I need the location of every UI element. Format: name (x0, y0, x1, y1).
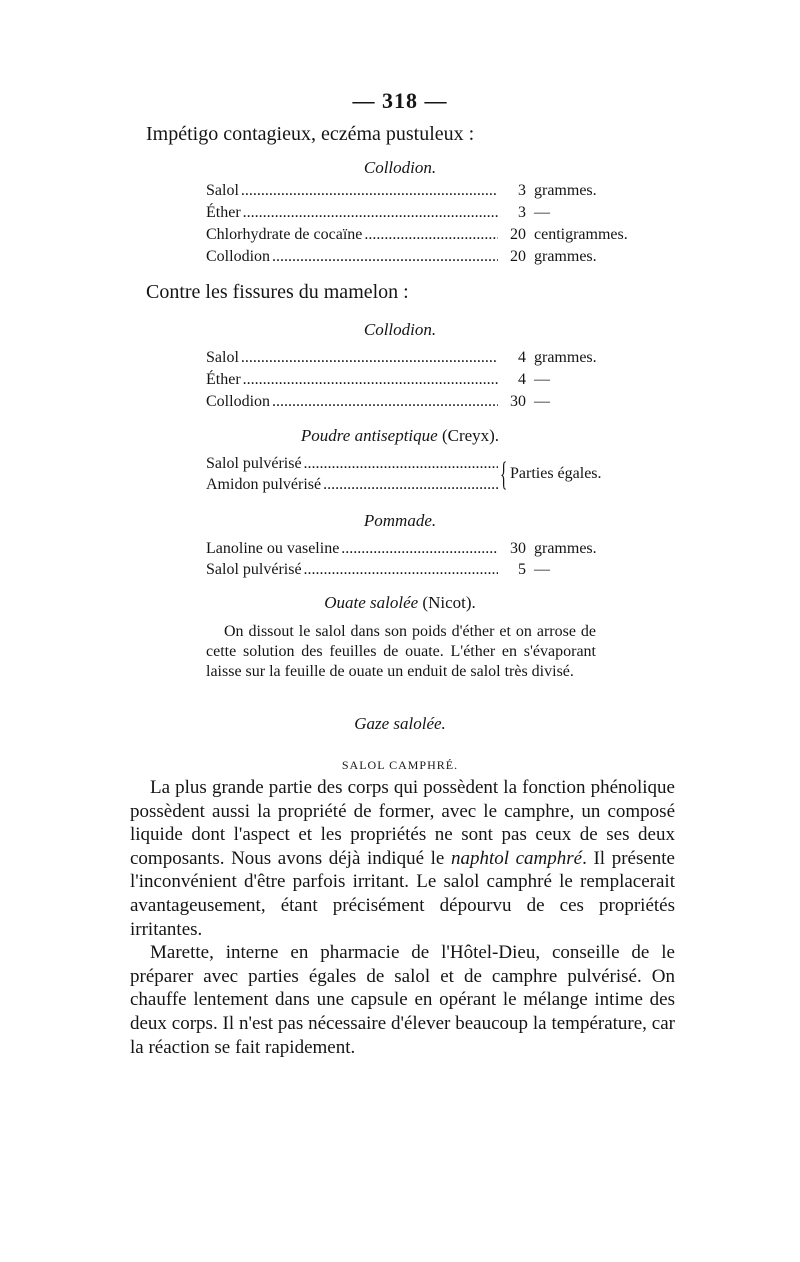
body-text (130, 776, 675, 1059)
ingredient-name: Salol (206, 349, 239, 366)
ingredient-name: Collodion (206, 248, 271, 265)
ingredient-name: Lanoline ou vaseline (206, 540, 340, 557)
fissures-heading: Contre les fissures du mamelon : (146, 281, 409, 303)
paragraph (130, 776, 675, 941)
ingredient-unit: — (534, 561, 550, 578)
poudre-reference: (Creyx). (441, 426, 500, 445)
ingredient-quantity: 30 (510, 393, 526, 410)
ingredient-unit: — (534, 393, 550, 410)
ingredient-name: Salol pulvérisé (206, 561, 302, 578)
ingredient-name: Salol pulvérisé (206, 455, 302, 472)
ouate-subtitle (0, 593, 800, 613)
ingredient-quantity: 4 (518, 349, 526, 366)
poudre-title: Poudre antiseptique (300, 426, 438, 445)
ingredient-name: Éther (206, 204, 241, 221)
ingredient-quantity: 3 (518, 204, 526, 221)
recipe-row (206, 540, 636, 561)
recipe-row (206, 455, 498, 476)
impetigo-heading: Impétigo contagieux, eczéma pustuleux : (146, 123, 475, 145)
ouate-description (206, 622, 596, 682)
ouate-text: On dissout le salol dans son poids d'éther et on arrose de cette solution des feuilles de ouate. L'éther en s'évaporant laisse sur la feuille de ouate un enduit de salol très divisé. (206, 623, 596, 680)
fissures-subtitle: Collodion. (363, 320, 437, 339)
recipe-row (206, 476, 498, 497)
poudre-subtitle (0, 426, 800, 446)
ouate-title: Ouate salolée (324, 593, 419, 612)
ingredient-name: Éther (206, 371, 241, 388)
recipe-row (206, 204, 636, 225)
recipe-row (206, 561, 636, 582)
paragraph-text: La plus grande partie des corps qui possèdent la fonction phénolique possèdent aussi la propriété de former, avec le camphre, un composé liquide dont l'aspect et les propriétés ne sont pas ceux de ses deux composants. Nous avons déjà indiqué le (130, 777, 675, 869)
paragraph-text: . Il présente l'inconvénient d'être parfois irritant. Le salol camphré le remplacerait avantageusement, étant précisément dépourvu de ces propriétés irritantes. (130, 847, 675, 940)
ingredient-name: Amidon pulvérisé (206, 476, 322, 493)
recipe-row (206, 248, 636, 269)
ingredient-unit: grammes. (534, 248, 597, 265)
recipe-row (206, 182, 636, 203)
recipe-row (206, 349, 636, 370)
ingredient-quantity: 20 (510, 248, 526, 265)
ingredient-unit: grammes. (534, 182, 597, 199)
emphasis-text: naphtol camphré (450, 847, 583, 869)
ingredient-name: Salol (206, 182, 239, 199)
ouate-reference: (Nicot). (422, 593, 476, 612)
curly-brace-icon: { (500, 456, 508, 493)
ingredient-quantity: 20 (510, 226, 526, 243)
pommade-subtitle: Pommade. (363, 511, 437, 530)
ingredient-quantity: 5 (518, 561, 526, 578)
ingredient-unit: grammes. (534, 540, 597, 557)
poudre-recipe (206, 455, 636, 497)
gaze-subtitle: Gaze salolée. (354, 714, 446, 733)
recipe-row (206, 371, 636, 392)
ingredient-quantity: 4 (518, 371, 526, 388)
recipe-row (206, 393, 636, 414)
ingredient-quantity: 3 (518, 182, 526, 199)
ingredient-unit: — (534, 204, 550, 221)
paragraph: Marette, interne en pharmacie de l'Hôtel-Dieu, conseille de le préparer avec parties égales de salol et de camphre pulvérisé. On chauffe lentement dans une capsule en opérant le mélange intime des deux corps. Il n'est pas nécessaire d'élever beaucoup la température, car la réaction se fait rapidement. (130, 942, 675, 1058)
brace-label: Parties égales. (510, 465, 602, 482)
ingredient-unit: — (534, 371, 550, 388)
section-title: SALOL CAMPHRÉ. (341, 758, 459, 772)
ingredient-name: Chlorhydrate de cocaïne (206, 226, 363, 243)
ingredient-quantity: 30 (510, 540, 526, 557)
ingredient-unit: centigrammes. (534, 226, 628, 243)
impetigo-subtitle: Collodion. (363, 158, 437, 177)
page-number: — 318 — (352, 88, 448, 113)
recipe-row (206, 226, 636, 247)
ingredient-unit: grammes. (534, 349, 597, 366)
ingredient-name: Collodion (206, 393, 271, 410)
